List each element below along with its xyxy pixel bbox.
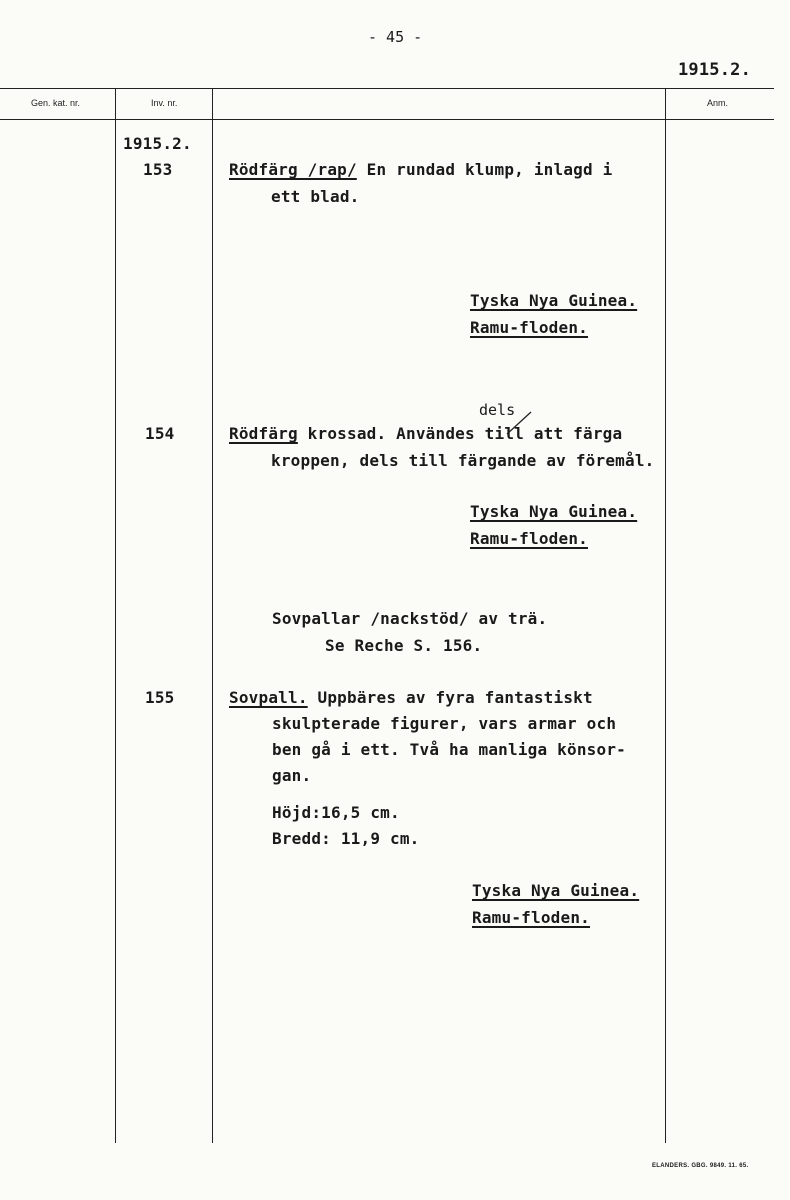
entry-154-line-1	[229, 424, 622, 443]
entry-155-provenance-2: Ramu-floden.	[472, 908, 590, 927]
inv-number-155: 155	[145, 688, 175, 707]
entry-154-line-1-text: krossad. Användes till att färga	[297, 424, 623, 443]
column-header-inv: Inv. nr.	[151, 98, 178, 108]
entry-153-keyword: Rödfärg /rap/	[229, 160, 357, 179]
entry-153-provenance-1: Tyska Nya Guinea.	[470, 291, 638, 310]
header-bottom-rule	[0, 119, 774, 120]
entry-154-keyword: Rödfärg	[229, 424, 298, 443]
column-rule-desc-anm	[665, 88, 666, 1143]
printer-mark: ELANDERS. GBG. 9849. 11. 65.	[652, 1163, 749, 1169]
entry-155-provenance-1: Tyska Nya Guinea.	[472, 881, 640, 900]
entry-155-line-3: ben gå i ett. Två ha manliga könsor-	[272, 740, 626, 759]
entry-155-line-2: skulpterade figurer, vars armar och	[272, 714, 617, 733]
entry-153-line-1	[229, 160, 612, 179]
entry-154-line-2: kroppen, dels till färgande av föremål.	[271, 451, 655, 470]
entry-155-line-1	[229, 688, 593, 707]
column-header-anm: Anm.	[707, 98, 729, 108]
accession-number-top: 1915.2.	[678, 60, 752, 80]
column-rule-gen-inv	[115, 88, 116, 1143]
entry-154-provenance-1: Tyska Nya Guinea.	[470, 502, 638, 521]
entry-155-height: Höjd:16,5 cm.	[272, 803, 400, 822]
entry-154-insertion: dels	[479, 401, 516, 419]
section-heading-line-1: Sovpallar /nackstöd/ av trä.	[272, 609, 548, 628]
entry-153-line-1-text: En rundad klump, inlagd i	[356, 160, 613, 179]
column-rule-inv-desc	[212, 88, 213, 1143]
entry-155-line-4: gan.	[272, 766, 312, 785]
entry-153-provenance-2: Ramu-floden.	[470, 318, 588, 337]
section-heading-line-2: Se Reche S. 156.	[325, 636, 483, 655]
page-number: - 45 -	[368, 28, 423, 46]
entry-154-provenance-2: Ramu-floden.	[470, 529, 588, 548]
header-top-rule	[0, 88, 774, 89]
entry-155-width: Bredd: 11,9 cm.	[272, 829, 420, 848]
inv-number-153: 153	[143, 160, 173, 179]
entry-155-keyword: Sovpall.	[229, 688, 308, 707]
entry-155-line-1-text: Uppbäres av fyra fantastiskt	[307, 688, 593, 707]
inv-number-154: 154	[145, 424, 175, 443]
entry-153-line-2: ett blad.	[271, 187, 360, 206]
accession-number-column: 1915.2.	[123, 134, 192, 153]
column-header-gen-kat: Gen. kat. nr.	[31, 98, 81, 108]
